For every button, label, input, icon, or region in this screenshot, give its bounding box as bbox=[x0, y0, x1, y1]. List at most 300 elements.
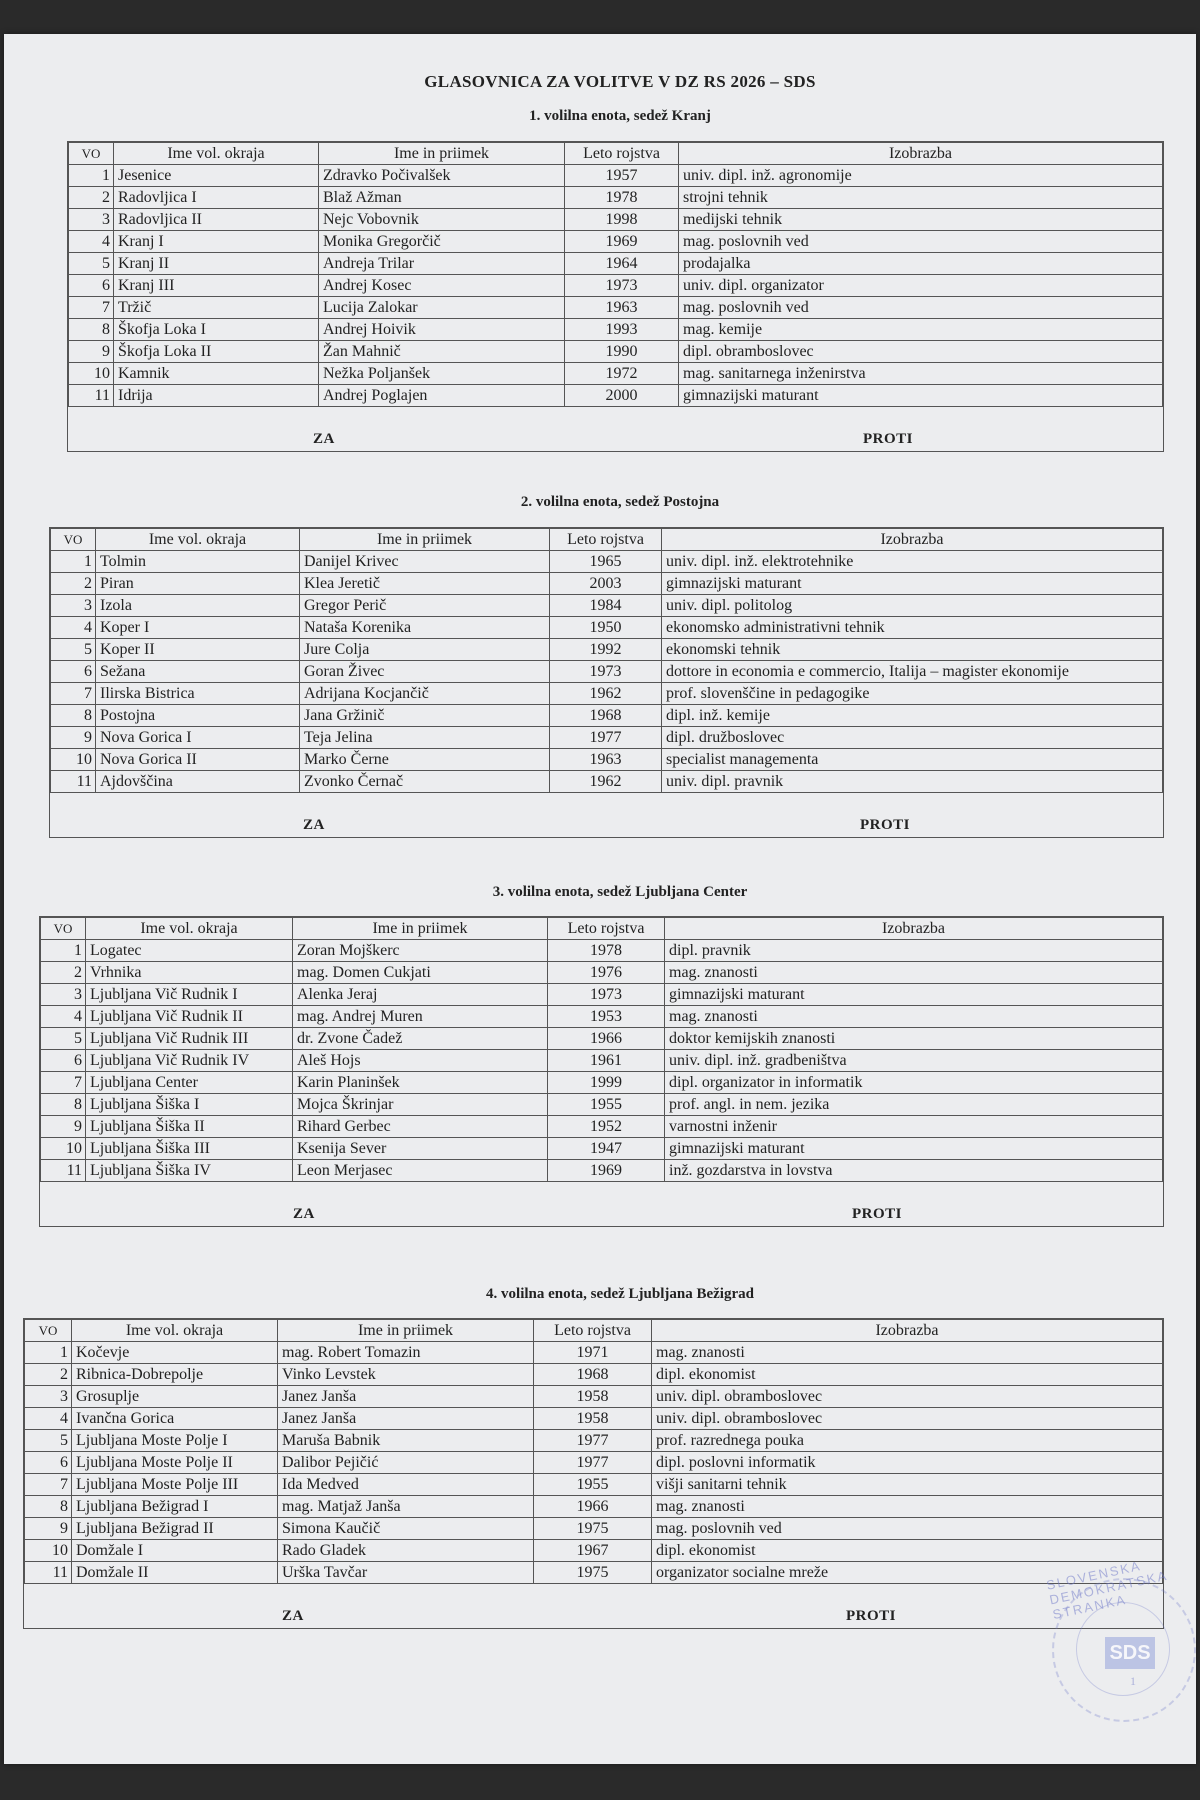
vo-number: 4 bbox=[41, 1006, 86, 1028]
vo-number: 8 bbox=[51, 705, 96, 727]
education: mag. kemije bbox=[679, 319, 1163, 341]
candidate-name: Goran Živec bbox=[300, 661, 550, 683]
header-district: Ime vol. okraja bbox=[72, 1320, 278, 1342]
district-name: Postojna bbox=[96, 705, 300, 727]
birth-year: 1975 bbox=[534, 1562, 652, 1584]
education: strojni tehnik bbox=[679, 187, 1163, 209]
education: dipl. ekonomist bbox=[652, 1364, 1163, 1386]
table-header-row bbox=[69, 143, 1163, 165]
birth-year: 1977 bbox=[534, 1452, 652, 1474]
district-name: Ljubljana Šiška I bbox=[86, 1094, 293, 1116]
vo-number: 7 bbox=[69, 297, 114, 319]
candidate-name: Zvonko Černač bbox=[300, 771, 550, 793]
vo-number: 5 bbox=[69, 253, 114, 275]
education: univ. dipl. inž. gradbeništva bbox=[665, 1050, 1163, 1072]
birth-year: 1969 bbox=[565, 231, 679, 253]
district-name: Ljubljana Moste Polje III bbox=[72, 1474, 278, 1496]
header-name: Ime in priimek bbox=[319, 143, 565, 165]
candidate-name: Blaž Ažman bbox=[319, 187, 565, 209]
education: ekonomski tehnik bbox=[662, 639, 1163, 661]
candidate-row bbox=[51, 661, 1163, 683]
candidate-name: Marko Černe bbox=[300, 749, 550, 771]
district-name: Ljubljana Moste Polje II bbox=[72, 1452, 278, 1474]
candidate-row bbox=[51, 727, 1163, 749]
candidate-row bbox=[41, 962, 1163, 984]
district-name: Tolmin bbox=[96, 551, 300, 573]
vo-number: 1 bbox=[51, 551, 96, 573]
vo-number: 8 bbox=[41, 1094, 86, 1116]
vote-for-label[interactable]: ZA bbox=[303, 817, 325, 833]
header-year: Leto rojstva bbox=[565, 143, 679, 165]
district-name: Ljubljana Center bbox=[86, 1072, 293, 1094]
candidate-row bbox=[51, 551, 1163, 573]
vo-number: 10 bbox=[41, 1138, 86, 1160]
birth-year: 1978 bbox=[548, 940, 665, 962]
vo-number: 4 bbox=[25, 1408, 72, 1430]
district-name: Jesenice bbox=[114, 165, 319, 187]
vo-number: 6 bbox=[51, 661, 96, 683]
header-name: Ime in priimek bbox=[278, 1320, 534, 1342]
candidate-row bbox=[25, 1474, 1163, 1496]
candidate-name: Rihard Gerbec bbox=[293, 1116, 548, 1138]
district-name: Radovljica II bbox=[114, 209, 319, 231]
candidate-name: Janez Janša bbox=[278, 1386, 534, 1408]
district-name: Koper I bbox=[96, 617, 300, 639]
vo-number: 11 bbox=[69, 385, 114, 407]
birth-year: 1955 bbox=[548, 1094, 665, 1116]
district-name: Kranj I bbox=[114, 231, 319, 253]
birth-year: 1968 bbox=[550, 705, 662, 727]
birth-year: 1984 bbox=[550, 595, 662, 617]
district-name: Domžale I bbox=[72, 1540, 278, 1562]
district-name: Kranj III bbox=[114, 275, 319, 297]
education: organizator socialne mreže bbox=[652, 1562, 1163, 1584]
district-name: Ljubljana Vič Rudnik IV bbox=[86, 1050, 293, 1072]
vo-number: 2 bbox=[25, 1364, 72, 1386]
birth-year: 1968 bbox=[534, 1364, 652, 1386]
vote-options bbox=[24, 1584, 1163, 1628]
header-district: Ime vol. okraja bbox=[86, 918, 293, 940]
electoral-unit-2 bbox=[49, 527, 1164, 838]
candidate-name: dr. Zvone Čadež bbox=[293, 1028, 548, 1050]
vo-number: 6 bbox=[69, 275, 114, 297]
education: inž. gozdarstva in lovstva bbox=[665, 1160, 1163, 1182]
candidate-row bbox=[25, 1452, 1163, 1474]
vo-number: 10 bbox=[69, 363, 114, 385]
vo-number: 4 bbox=[69, 231, 114, 253]
birth-year: 1973 bbox=[550, 661, 662, 683]
vote-options bbox=[68, 407, 1163, 451]
candidate-name: Alenka Jeraj bbox=[293, 984, 548, 1006]
birth-year: 1958 bbox=[534, 1408, 652, 1430]
vo-number: 1 bbox=[69, 165, 114, 187]
birth-year: 1993 bbox=[565, 319, 679, 341]
vote-for-label[interactable]: ZA bbox=[313, 431, 335, 447]
education: mag. sanitarnega inženirstva bbox=[679, 363, 1163, 385]
vo-number: 7 bbox=[51, 683, 96, 705]
education: ekonomsko administrativni tehnik bbox=[662, 617, 1163, 639]
candidate-row bbox=[69, 385, 1163, 407]
candidate-row bbox=[69, 187, 1163, 209]
vo-number: 8 bbox=[69, 319, 114, 341]
education: medijski tehnik bbox=[679, 209, 1163, 231]
district-name: Ljubljana Šiška III bbox=[86, 1138, 293, 1160]
district-name: Ribnica-Dobrepolje bbox=[72, 1364, 278, 1386]
birth-year: 1963 bbox=[550, 749, 662, 771]
candidate-row bbox=[69, 165, 1163, 187]
vote-against-label[interactable]: PROTI bbox=[863, 431, 914, 447]
vo-number: 9 bbox=[41, 1116, 86, 1138]
district-name: Nova Gorica I bbox=[96, 727, 300, 749]
table-header-row bbox=[51, 529, 1163, 551]
candidate-name: mag. Robert Tomazin bbox=[278, 1342, 534, 1364]
vo-number: 2 bbox=[69, 187, 114, 209]
candidate-name: Andrej Hoivik bbox=[319, 319, 565, 341]
birth-year: 1998 bbox=[565, 209, 679, 231]
candidate-row bbox=[25, 1342, 1163, 1364]
district-name: Piran bbox=[96, 573, 300, 595]
candidate-name: Nejc Vobovnik bbox=[319, 209, 565, 231]
candidate-name: Ksenija Sever bbox=[293, 1138, 548, 1160]
vo-number: 1 bbox=[41, 940, 86, 962]
candidate-row bbox=[69, 319, 1163, 341]
district-name: Ljubljana Vič Rudnik III bbox=[86, 1028, 293, 1050]
district-name: Ilirska Bistrica bbox=[96, 683, 300, 705]
birth-year: 1977 bbox=[534, 1430, 652, 1452]
candidate-name: Maruša Babnik bbox=[278, 1430, 534, 1452]
vo-number: 11 bbox=[25, 1562, 72, 1584]
candidate-row bbox=[51, 705, 1163, 727]
education: univ. dipl. inž. elektrotehnike bbox=[662, 551, 1163, 573]
candidate-name: Rado Gladek bbox=[278, 1540, 534, 1562]
candidate-name: Aleš Hojs bbox=[293, 1050, 548, 1072]
education: dipl. inž. kemije bbox=[662, 705, 1163, 727]
vote-against-label[interactable]: PROTI bbox=[846, 1608, 897, 1624]
birth-year: 1963 bbox=[565, 297, 679, 319]
candidate-row bbox=[41, 1072, 1163, 1094]
district-name: Škofja Loka II bbox=[114, 341, 319, 363]
candidate-row bbox=[25, 1518, 1163, 1540]
education: dipl. poslovni informatik bbox=[652, 1452, 1163, 1474]
district-name: Izola bbox=[96, 595, 300, 617]
candidate-row bbox=[69, 341, 1163, 363]
education: univ. dipl. pravnik bbox=[662, 771, 1163, 793]
party-stamp bbox=[1044, 1558, 1196, 1722]
candidate-name: Žan Mahnič bbox=[319, 341, 565, 363]
candidate-row bbox=[51, 749, 1163, 771]
education: mag. znanosti bbox=[665, 962, 1163, 984]
education: dipl. pravnik bbox=[665, 940, 1163, 962]
district-name: Ajdovščina bbox=[96, 771, 300, 793]
district-name: Idrija bbox=[114, 385, 319, 407]
candidate-row bbox=[51, 617, 1163, 639]
education: univ. dipl. obramboslovec bbox=[652, 1408, 1163, 1430]
district-name: Grosuplje bbox=[72, 1386, 278, 1408]
vo-number: 9 bbox=[25, 1518, 72, 1540]
stamp-number: 1 bbox=[1130, 1674, 1136, 1688]
vote-for-label[interactable]: ZA bbox=[282, 1608, 304, 1624]
header-year: Leto rojstva bbox=[534, 1320, 652, 1342]
vo-number: 6 bbox=[41, 1050, 86, 1072]
candidate-name: Vinko Levstek bbox=[278, 1364, 534, 1386]
unit-title: 3. volilna enota, sedež Ljubljana Center bbox=[492, 884, 748, 900]
header-name: Ime in priimek bbox=[300, 529, 550, 551]
vote-options bbox=[40, 1182, 1163, 1226]
birth-year: 2000 bbox=[565, 385, 679, 407]
education: mag. znanosti bbox=[652, 1496, 1163, 1518]
district-name: Ljubljana Moste Polje I bbox=[72, 1430, 278, 1452]
header-education: Izobrazba bbox=[662, 529, 1163, 551]
birth-year: 1971 bbox=[534, 1342, 652, 1364]
candidate-name: Leon Merjasec bbox=[293, 1160, 548, 1182]
district-name: Ivančna Gorica bbox=[72, 1408, 278, 1430]
candidate-row bbox=[41, 984, 1163, 1006]
vo-number: 10 bbox=[25, 1540, 72, 1562]
birth-year: 1952 bbox=[548, 1116, 665, 1138]
candidate-name: Zdravko Počivalšek bbox=[319, 165, 565, 187]
candidate-row bbox=[25, 1562, 1163, 1584]
birth-year: 1962 bbox=[550, 683, 662, 705]
education: doktor kemijskih znanosti bbox=[665, 1028, 1163, 1050]
candidate-name: Teja Jelina bbox=[300, 727, 550, 749]
birth-year: 1955 bbox=[534, 1474, 652, 1496]
candidate-row bbox=[41, 1116, 1163, 1138]
district-name: Vrhnika bbox=[86, 962, 293, 984]
candidate-name: Adrijana Kocjančič bbox=[300, 683, 550, 705]
education: mag. znanosti bbox=[665, 1006, 1163, 1028]
sds-logo-icon: SDS bbox=[1105, 1637, 1155, 1669]
vo-number: 2 bbox=[41, 962, 86, 984]
candidate-name: Monika Gregorčič bbox=[319, 231, 565, 253]
candidate-table bbox=[40, 917, 1163, 1182]
district-name: Ljubljana Bežigrad I bbox=[72, 1496, 278, 1518]
education: univ. dipl. obramboslovec bbox=[652, 1386, 1163, 1408]
birth-year: 1976 bbox=[548, 962, 665, 984]
candidate-row bbox=[51, 639, 1163, 661]
candidate-row bbox=[41, 1028, 1163, 1050]
candidate-row bbox=[69, 231, 1163, 253]
header-education: Izobrazba bbox=[652, 1320, 1163, 1342]
vo-number: 3 bbox=[41, 984, 86, 1006]
header-name: Ime in priimek bbox=[293, 918, 548, 940]
candidate-row bbox=[25, 1540, 1163, 1562]
candidate-row bbox=[41, 1160, 1163, 1182]
education: prof. razrednega pouka bbox=[652, 1430, 1163, 1452]
vo-number: 5 bbox=[41, 1028, 86, 1050]
vo-number: 7 bbox=[25, 1474, 72, 1496]
district-name: Ljubljana Vič Rudnik II bbox=[86, 1006, 293, 1028]
education: mag. poslovnih ved bbox=[652, 1518, 1163, 1540]
district-name: Kranj II bbox=[114, 253, 319, 275]
candidate-row bbox=[25, 1386, 1163, 1408]
candidate-name: mag. Domen Cukjati bbox=[293, 962, 548, 984]
birth-year: 2003 bbox=[550, 573, 662, 595]
district-name: Sežana bbox=[96, 661, 300, 683]
birth-year: 1962 bbox=[550, 771, 662, 793]
candidate-row bbox=[69, 253, 1163, 275]
birth-year: 1975 bbox=[534, 1518, 652, 1540]
vo-number: 9 bbox=[69, 341, 114, 363]
district-name: Domžale II bbox=[72, 1562, 278, 1584]
candidate-name: Nežka Poljanšek bbox=[319, 363, 565, 385]
vo-number: 3 bbox=[51, 595, 96, 617]
vote-options bbox=[50, 793, 1163, 837]
district-name: Ljubljana Vič Rudnik I bbox=[86, 984, 293, 1006]
candidate-name: Urška Tavčar bbox=[278, 1562, 534, 1584]
education: mag. znanosti bbox=[652, 1342, 1163, 1364]
table-header-row bbox=[25, 1320, 1163, 1342]
candidate-row bbox=[69, 363, 1163, 385]
header-vo: VO bbox=[69, 143, 114, 165]
birth-year: 1990 bbox=[565, 341, 679, 363]
candidate-name: Danijel Krivec bbox=[300, 551, 550, 573]
education: prof. slovenščine in pedagogike bbox=[662, 683, 1163, 705]
candidate-table bbox=[24, 1319, 1163, 1584]
electoral-unit-3 bbox=[39, 916, 1164, 1227]
candidate-row bbox=[41, 1138, 1163, 1160]
candidate-name: Andrej Kosec bbox=[319, 275, 565, 297]
vo-number: 4 bbox=[51, 617, 96, 639]
birth-year: 1966 bbox=[548, 1028, 665, 1050]
candidate-name: Simona Kaučič bbox=[278, 1518, 534, 1540]
district-name: Nova Gorica II bbox=[96, 749, 300, 771]
candidate-row bbox=[41, 1050, 1163, 1072]
vo-number: 10 bbox=[51, 749, 96, 771]
candidate-name: Karin Planinšek bbox=[293, 1072, 548, 1094]
vo-number: 11 bbox=[51, 771, 96, 793]
vote-against-label[interactable]: PROTI bbox=[852, 1206, 903, 1222]
candidate-name: Jana Gržinič bbox=[300, 705, 550, 727]
birth-year: 1977 bbox=[550, 727, 662, 749]
candidate-name: Jure Colja bbox=[300, 639, 550, 661]
birth-year: 1967 bbox=[534, 1540, 652, 1562]
education: specialist managementa bbox=[662, 749, 1163, 771]
education: dipl. družboslovec bbox=[662, 727, 1163, 749]
birth-year: 1961 bbox=[548, 1050, 665, 1072]
education: dottore in economia e commercio, Italija – magister ekonomije bbox=[662, 661, 1163, 683]
education: univ. dipl. inž. agronomije bbox=[679, 165, 1163, 187]
birth-year: 1957 bbox=[565, 165, 679, 187]
table-header-row bbox=[41, 918, 1163, 940]
stamp-ring-text: SLOVENSKA DEMOKRATSKA STRANKA bbox=[1044, 1558, 1169, 1623]
electoral-unit-1 bbox=[67, 141, 1164, 452]
vote-for-label[interactable]: ZA bbox=[293, 1206, 315, 1222]
candidate-row bbox=[69, 275, 1163, 297]
vo-number: 6 bbox=[25, 1452, 72, 1474]
education: gimnazijski maturant bbox=[665, 984, 1163, 1006]
candidate-row bbox=[25, 1496, 1163, 1518]
education: dipl. organizator in informatik bbox=[665, 1072, 1163, 1094]
candidate-name: Nataša Korenika bbox=[300, 617, 550, 639]
birth-year: 1969 bbox=[548, 1160, 665, 1182]
birth-year: 1965 bbox=[550, 551, 662, 573]
district-name: Logatec bbox=[86, 940, 293, 962]
education: gimnazijski maturant bbox=[679, 385, 1163, 407]
candidate-row bbox=[69, 209, 1163, 231]
candidate-name: Dalibor Pejičić bbox=[278, 1452, 534, 1474]
unit-title: 4. volilna enota, sedež Ljubljana Bežigrad bbox=[486, 1286, 754, 1302]
district-name: Koper II bbox=[96, 639, 300, 661]
electoral-unit-4 bbox=[23, 1318, 1164, 1629]
candidate-name: Klea Jeretič bbox=[300, 573, 550, 595]
candidate-row bbox=[69, 297, 1163, 319]
education: višji sanitarni tehnik bbox=[652, 1474, 1163, 1496]
birth-year: 1947 bbox=[548, 1138, 665, 1160]
header-year: Leto rojstva bbox=[548, 918, 665, 940]
candidate-name: Lucija Zalokar bbox=[319, 297, 565, 319]
birth-year: 1999 bbox=[548, 1072, 665, 1094]
vo-number: 2 bbox=[51, 573, 96, 595]
education: univ. dipl. politolog bbox=[662, 595, 1163, 617]
candidate-name: Mojca Škrinjar bbox=[293, 1094, 548, 1116]
district-name: Kamnik bbox=[114, 363, 319, 385]
vo-number: 5 bbox=[25, 1430, 72, 1452]
candidate-row bbox=[51, 683, 1163, 705]
stamp-inner-ring bbox=[1076, 1602, 1170, 1696]
education: gimnazijski maturant bbox=[662, 573, 1163, 595]
birth-year: 1950 bbox=[550, 617, 662, 639]
vo-number: 3 bbox=[25, 1386, 72, 1408]
candidate-name: mag. Andrej Muren bbox=[293, 1006, 548, 1028]
vo-number: 7 bbox=[41, 1072, 86, 1094]
district-name: Radovljica I bbox=[114, 187, 319, 209]
district-name: Tržič bbox=[114, 297, 319, 319]
header-district: Ime vol. okraja bbox=[96, 529, 300, 551]
candidate-table bbox=[68, 142, 1163, 407]
district-name: Škofja Loka I bbox=[114, 319, 319, 341]
vo-number: 1 bbox=[25, 1342, 72, 1364]
birth-year: 1964 bbox=[565, 253, 679, 275]
unit-title: 1. volilna enota, sedež Kranj bbox=[529, 108, 711, 124]
vote-against-label[interactable]: PROTI bbox=[860, 817, 911, 833]
birth-year: 1992 bbox=[550, 639, 662, 661]
district-name: Kočevje bbox=[72, 1342, 278, 1364]
candidate-name: mag. Matjaž Janša bbox=[278, 1496, 534, 1518]
district-name: Ljubljana Bežigrad II bbox=[72, 1518, 278, 1540]
education: varnostni inženir bbox=[665, 1116, 1163, 1138]
education: prof. angl. in nem. jezika bbox=[665, 1094, 1163, 1116]
candidate-row bbox=[25, 1364, 1163, 1386]
vo-number: 9 bbox=[51, 727, 96, 749]
candidate-row bbox=[51, 573, 1163, 595]
candidate-row bbox=[41, 1006, 1163, 1028]
candidate-name: Ida Medved bbox=[278, 1474, 534, 1496]
candidate-row bbox=[25, 1408, 1163, 1430]
header-education: Izobrazba bbox=[665, 918, 1163, 940]
birth-year: 1953 bbox=[548, 1006, 665, 1028]
header-district: Ime vol. okraja bbox=[114, 143, 319, 165]
education: gimnazijski maturant bbox=[665, 1138, 1163, 1160]
vo-number: 11 bbox=[41, 1160, 86, 1182]
education: univ. dipl. organizator bbox=[679, 275, 1163, 297]
education: dipl. ekonomist bbox=[652, 1540, 1163, 1562]
candidate-row bbox=[25, 1430, 1163, 1452]
vo-number: 8 bbox=[25, 1496, 72, 1518]
header-vo: VO bbox=[25, 1320, 72, 1342]
candidate-name: Gregor Perič bbox=[300, 595, 550, 617]
district-name: Ljubljana Šiška IV bbox=[86, 1160, 293, 1182]
vo-number: 3 bbox=[69, 209, 114, 231]
unit-title: 2. volilna enota, sedež Postojna bbox=[520, 494, 720, 510]
candidate-name: Zoran Mojškerc bbox=[293, 940, 548, 962]
header-education: Izobrazba bbox=[679, 143, 1163, 165]
candidate-table bbox=[50, 528, 1163, 793]
header-year: Leto rojstva bbox=[550, 529, 662, 551]
candidate-row bbox=[41, 940, 1163, 962]
education: prodajalka bbox=[679, 253, 1163, 275]
ballot-title: GLASOVNICA ZA VOLITVE V DZ RS 2026 – SDS bbox=[424, 72, 816, 91]
birth-year: 1966 bbox=[534, 1496, 652, 1518]
